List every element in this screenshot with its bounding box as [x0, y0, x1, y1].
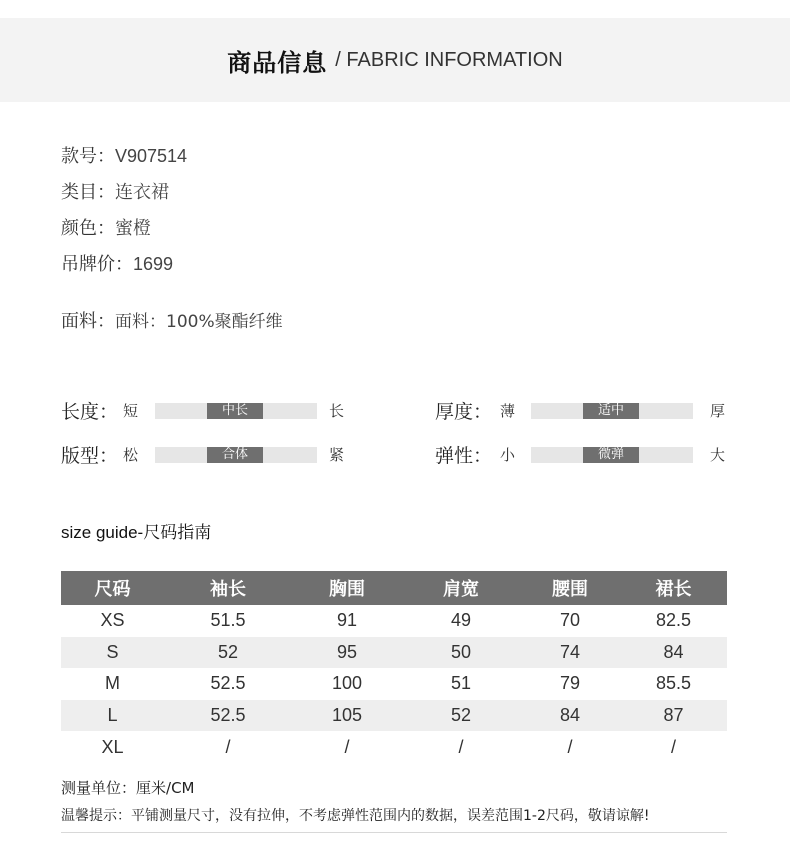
scale-label: 弹性： — [435, 444, 493, 467]
table-cell: S — [61, 637, 164, 669]
info-style-no — [61, 142, 187, 168]
scale-high: 厚 — [710, 401, 726, 420]
scale-high: 长 — [329, 401, 345, 420]
info-category — [61, 178, 169, 204]
info-value: 蜜橙 — [115, 218, 151, 239]
table-cell: / — [567, 736, 573, 757]
info-label: 款号： — [61, 146, 115, 167]
scale-bar — [531, 447, 693, 463]
table-cell: 52 — [402, 700, 520, 732]
info-price — [61, 250, 173, 276]
column-header: 腰围 — [520, 571, 620, 605]
table-cell: XL — [101, 736, 124, 757]
table-cell: XS — [100, 610, 125, 631]
scale-label: 版型： — [61, 444, 119, 467]
table-cell: 82.5 — [655, 610, 692, 631]
table-cell: / — [458, 736, 464, 757]
table-cell: 70 — [559, 610, 581, 631]
info-label: 吊牌价： — [61, 254, 133, 275]
info-value: 连衣裙 — [115, 182, 169, 203]
info-color — [61, 214, 151, 240]
scale-low: 小 — [500, 445, 516, 464]
table-cell: 51 — [450, 673, 472, 694]
scale-selected: 微弹 — [583, 447, 639, 463]
measure-unit-note — [61, 777, 195, 798]
divider — [61, 832, 727, 833]
scale-fit — [61, 442, 361, 466]
header-title: 商品信息 — [227, 48, 328, 77]
table-cell: / — [670, 736, 676, 757]
scale-low: 松 — [123, 445, 139, 464]
table-cell: 49 — [450, 610, 472, 631]
scale-elasticity — [435, 442, 735, 466]
scale-low: 短 — [123, 401, 139, 420]
table-row — [61, 605, 727, 637]
scale-high: 紧 — [329, 445, 345, 464]
info-label: 类目： — [61, 182, 115, 203]
scale-selected: 合体 — [207, 447, 263, 463]
info-label: 颜色： — [61, 218, 115, 239]
scale-bar — [531, 403, 693, 419]
column-header: 尺码 — [61, 571, 164, 605]
table-row — [61, 637, 727, 669]
table-cell: 50 — [402, 637, 520, 669]
table-row — [61, 731, 727, 763]
table-cell: L — [61, 700, 164, 732]
table-cell: 52.5 — [164, 700, 292, 732]
scale-label: 长度： — [61, 400, 119, 423]
table-cell: 52.5 — [210, 673, 246, 694]
scale-high: 大 — [710, 445, 726, 464]
scale-selected: 适中 — [583, 403, 639, 419]
scale-label: 厚度： — [435, 400, 493, 423]
table-cell: 84 — [520, 700, 620, 732]
size-guide-title-en: size guide- — [61, 523, 144, 542]
table-row — [61, 700, 727, 732]
scale-low: 薄 — [500, 401, 516, 420]
tip-note — [61, 805, 649, 825]
table-cell: 105 — [292, 700, 402, 732]
column-header: 裙长 — [620, 571, 727, 605]
scale-bar — [155, 403, 317, 419]
table-cell: 51.5 — [210, 610, 246, 631]
table-cell: M — [105, 673, 120, 694]
note-label: 测量单位： — [61, 779, 137, 797]
size-table — [61, 571, 727, 763]
note-value: 平铺测量尺寸，没有拉伸，不考虑弹性范围内的数据，误差范围1-2尺码，敬请谅解! — [131, 808, 650, 824]
scale-selected: 中长 — [207, 403, 263, 419]
table-cell: 52 — [164, 637, 292, 669]
section-header — [0, 18, 790, 102]
table-cell: 100 — [331, 673, 363, 694]
table-cell: 91 — [336, 610, 358, 631]
column-header: 肩宽 — [402, 571, 520, 605]
fabric-info — [61, 307, 283, 333]
info-value: 1699 — [133, 254, 174, 274]
scale-bar — [155, 447, 317, 463]
table-cell: 95 — [292, 637, 402, 669]
size-guide-title — [61, 518, 211, 543]
fabric-label: 面料： — [61, 311, 115, 332]
header-subtitle: / FABRIC INFORMATION — [335, 48, 563, 71]
table-cell: / — [225, 736, 231, 757]
table-cell: 87 — [620, 700, 727, 732]
table-row — [61, 668, 727, 700]
column-header: 胸围 — [292, 571, 402, 605]
table-cell: 85.5 — [655, 673, 692, 694]
info-value: V907514 — [115, 146, 188, 166]
table-cell: 74 — [520, 637, 620, 669]
note-label: 温馨提示： — [61, 808, 131, 824]
fabric-value: 面料：100%聚酯纤维 — [115, 312, 283, 332]
scale-thickness — [435, 398, 735, 422]
table-cell: 84 — [620, 637, 727, 669]
scale-length — [61, 398, 361, 422]
size-table-header — [61, 571, 727, 605]
note-value: 厘米/CM — [136, 779, 195, 797]
table-cell: / — [344, 736, 350, 757]
column-header: 袖长 — [164, 571, 292, 605]
size-guide-title-cn: 尺码指南 — [143, 523, 212, 543]
table-cell: 79 — [559, 673, 581, 694]
